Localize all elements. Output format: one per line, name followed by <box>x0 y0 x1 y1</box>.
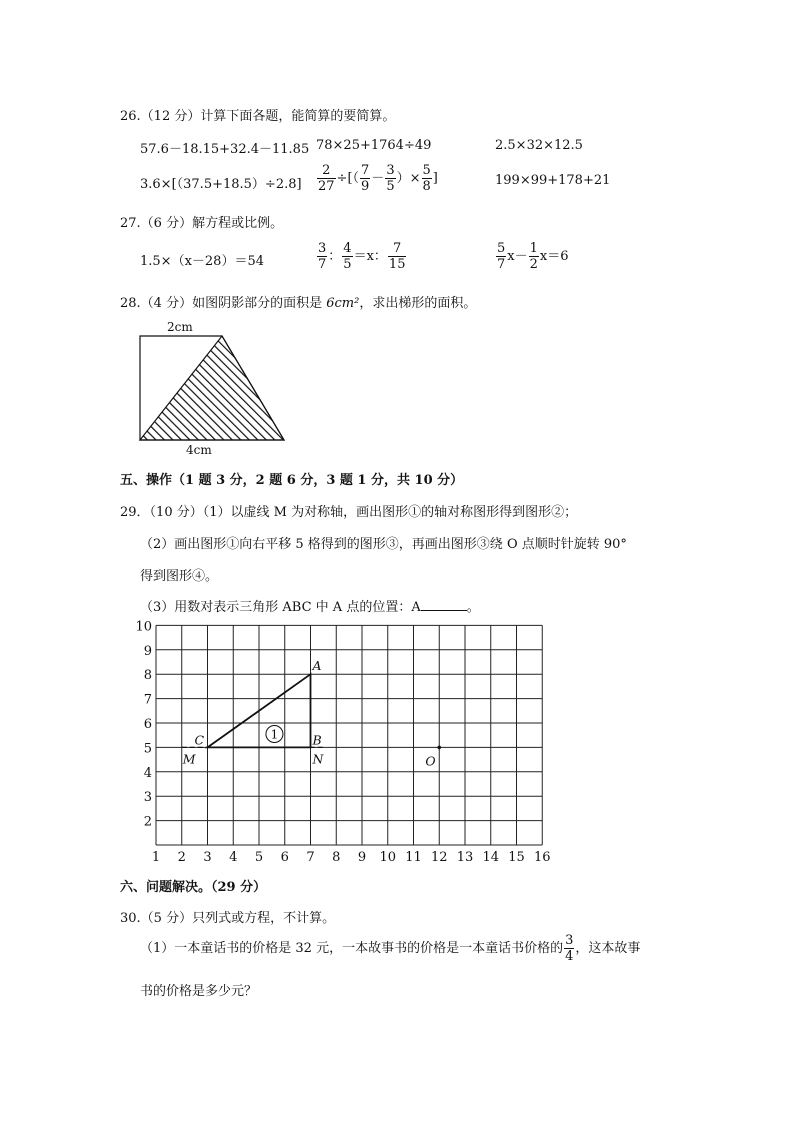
y-tick-label: 2 <box>143 814 152 830</box>
q26-expr-4: 3.6×[（37.5+18.5）÷2.8] <box>140 177 302 192</box>
fraction: $\frac{4}{5}$ <box>343 241 352 272</box>
q27-eq-1: 1.5×（x－28）＝54 <box>140 254 264 269</box>
point-c-label: C <box>194 732 205 748</box>
x-tick-label: 11 <box>405 850 422 865</box>
fraction: $\frac{3}{5}$ <box>386 163 395 194</box>
fraction: $\frac{5}{7}$ <box>497 241 506 272</box>
q27-eq-3: $\frac{5}{7}$ x－ $\frac{1}{2}$ x＝6 <box>497 241 569 272</box>
q26-expr-2: 78×25+1764÷49 <box>316 138 432 153</box>
x-tick-label: 7 <box>306 850 315 865</box>
point-a-label: A <box>312 658 322 674</box>
q29-line-4: （3）用数对表示三角形 ABC 中 A 点的位置：A 。 <box>140 600 480 615</box>
fraction: $\frac{2}{27}$ <box>318 163 335 194</box>
fraction: $\frac{3}{4}$ <box>565 933 574 964</box>
x-tick-label: 4 <box>229 850 238 865</box>
y-tick-label: 8 <box>143 668 152 684</box>
x-tick-label: 15 <box>508 850 525 865</box>
point-m-label: M <box>182 751 196 767</box>
shape-1-label: 1 <box>270 727 279 742</box>
q27-header: 27.（6 分）解方程或比例。 <box>120 216 284 231</box>
fraction: $\frac{7}{9}$ <box>361 163 370 194</box>
x-tick-label: 12 <box>430 850 448 865</box>
x-tick-label: 1 <box>151 850 161 865</box>
x-tick-label: 14 <box>482 850 500 865</box>
q30-header: 30.（5 分）只列式或方程，不计算。 <box>120 911 336 926</box>
y-tick-label: 4 <box>143 765 152 781</box>
point-o-label: O <box>425 753 436 769</box>
trapezoid-top-label: 2cm <box>167 320 193 334</box>
q26-expr-1: 57.6－18.15+32.4－11.85 <box>140 142 310 157</box>
q30-part-1: （1）一本童话书的价格是 32 元，一本故事书的价格是一本童话书价格的 $\frac{3}{4}$ ，这本故事 <box>140 933 641 964</box>
x-tick-label: 2 <box>177 850 186 865</box>
x-tick-label: 6 <box>280 850 289 865</box>
y-tick-label: 10 <box>135 619 152 635</box>
trapezoid-bottom-label: 4cm <box>186 443 212 457</box>
y-tick-label: 5 <box>143 741 152 757</box>
x-tick-label: 13 <box>456 850 474 865</box>
q27-eq-2: $\frac{3}{7}$ ： $\frac{4}{5}$ ＝x： $\frac{7}{15}$ <box>318 241 406 272</box>
section-6-title: 六、问题解决。（29 分） <box>120 880 267 895</box>
q26-expr-3: 2.5×32×12.5 <box>495 138 583 153</box>
x-tick-label: 8 <box>332 850 341 865</box>
q29-line-3: 得到图形④。 <box>140 569 219 584</box>
area-value: 6cm² <box>326 296 360 311</box>
point-n-label: N <box>312 751 324 767</box>
x-tick-label: 3 <box>203 850 212 865</box>
fraction: $\frac{3}{7}$ <box>318 241 327 272</box>
x-tick-label: 5 <box>254 850 264 865</box>
q26-expr-6: 199×99+178+21 <box>495 173 611 188</box>
q30-part-1-cont: 书的价格是多少元？ <box>140 984 258 999</box>
y-tick-label: 7 <box>143 692 152 708</box>
q29-line-1: 29．（10 分）（1）以虚线 M 为对称轴，画出图形①的轴对称图形得到图形②； <box>120 505 578 520</box>
point-b-label: B <box>312 732 322 748</box>
y-tick-label: 6 <box>143 717 152 732</box>
x-tick-label: 9 <box>357 850 367 865</box>
q26-header: 26.（12 分）计算下面各题，能简算的要简算。 <box>120 109 396 124</box>
y-tick-label: 9 <box>143 643 152 659</box>
x-tick-label: 16 <box>533 850 551 865</box>
section-5-title: 五、操作（1 题 3 分，2 题 6 分，3 题 1 分，共 10 分） <box>120 473 464 488</box>
point-o <box>437 746 441 750</box>
q29-line-2: （2）画出图形①向右平移 5 格得到的图形③，再画出图形③绕 O 点顺时针旋转 90° <box>140 537 627 552</box>
fraction: $\frac{5}{8}$ <box>422 163 431 194</box>
x-tick-label: 10 <box>379 850 397 865</box>
q26-expr-5: $\frac{2}{27}$ ÷[（ $\frac{7}{9}$ － $\frac{3}{5}$ ）× $\frac{5}{8}$ ] <box>318 163 438 194</box>
y-tick-label: 3 <box>143 790 152 806</box>
fraction: $\frac{7}{15}$ <box>388 241 406 272</box>
fraction: $\frac{1}{2}$ <box>529 241 538 272</box>
q28-header: 28.（4 分）如图阴影部分的面积是 6cm²，求出梯形的面积。 <box>120 296 477 311</box>
